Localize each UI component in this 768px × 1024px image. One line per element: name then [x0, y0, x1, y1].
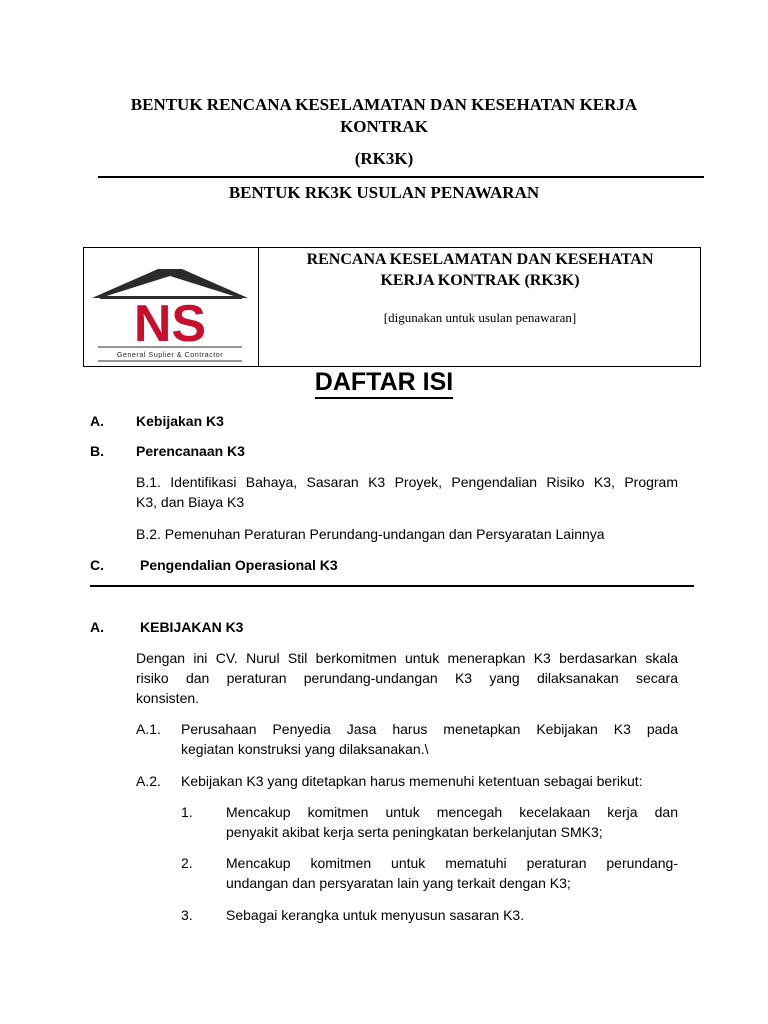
toc-item-letter: A. [90, 413, 104, 429]
clause-a1-line2: kegiatan konstruksi yang dilaksanakan.\ [181, 741, 429, 757]
section-intro-line2: risiko dan peraturan perundang-undangan K3 yang dilaksanakan secara [136, 670, 678, 686]
toc-item-label: Kebijakan K3 [136, 413, 224, 429]
clause-a1-line1: Perusahaan Penyedia Jasa harus menetapkan Kebijakan K3 pada [181, 721, 678, 737]
list-item-number: 1. [181, 804, 193, 820]
clause-a1 [181, 719, 678, 759]
toc-subitem-b1-line1: B.1. Identifikasi Bahaya, Sasaran K3 Proyek, Pengendalian Risiko K3, Program [136, 474, 678, 490]
box-title-line2: KERJA KONTRAK (RK3K) [380, 272, 580, 289]
document-title [0, 94, 768, 138]
logo-tagline: General Suplier & Contractor [116, 350, 224, 359]
list-item-line1: Mencakup komitmen untuk mematuhi peraturan perundang- [226, 855, 678, 871]
toc-subitem-b1-line2: K3, dan Biaya K3 [136, 494, 245, 510]
clause-number: A.2. [136, 773, 161, 789]
list-item [226, 905, 678, 925]
section-intro-line3: konsisten. [136, 690, 200, 706]
toc-item-letter: B. [90, 443, 104, 459]
box-title [260, 249, 700, 291]
logo-letters: NS [133, 295, 207, 353]
box-title-line1: RENCANA KESELAMATAN DAN KESEHATAN [306, 251, 654, 268]
section-letter: A. [90, 619, 104, 635]
list-item-line1: Mencakup komitmen untuk mencegah kecelakaan kerja dan [226, 804, 678, 820]
section-intro [136, 648, 678, 708]
document-subtitle: BENTUK RK3K USULAN PENAWARAN [228, 183, 540, 202]
company-logo [90, 264, 250, 364]
list-item [226, 802, 678, 842]
box-note: [digunakan untuk usulan penawaran] [383, 310, 577, 325]
clause-number: A.1. [136, 721, 161, 737]
clause-a2: Kebijakan K3 yang ditetapkan harus memenuhi ketentuan sebagai berikut: [181, 773, 643, 789]
document-abbreviation: (RK3K) [354, 149, 414, 168]
section-divider [90, 585, 694, 587]
box-divider [258, 248, 259, 366]
document-title-line1: BENTUK RENCANA KESELAMATAN DAN KESEHATAN KERJA [130, 95, 638, 114]
document-title-line2: KONTRAK [340, 117, 428, 136]
list-item-line2: undangan dan persyaratan lain yang terkait dengan K3; [226, 875, 571, 891]
list-item-line1: Sebagai kerangka untuk menyusun sasaran K3. [226, 907, 525, 923]
toc-heading-text: DAFTAR ISI [315, 368, 453, 399]
header-box [83, 247, 701, 367]
list-item-number: 2. [181, 855, 193, 871]
list-item-number: 3. [181, 907, 193, 923]
toc-item-letter: C. [90, 557, 104, 573]
toc-item-label: Pengendalian Operasional K3 [140, 557, 338, 573]
toc-item-label: Perencanaan K3 [136, 443, 245, 459]
list-item-line2: penyakit akibat kerja serta peningkatan berkelanjutan SMK3; [226, 824, 603, 840]
section-intro-line1: Dengan ini CV. Nurul Stil berkomitmen untuk menerapkan K3 berdasarkan skala [136, 650, 678, 666]
header-divider [98, 176, 704, 178]
toc-subitem-b1 [136, 472, 678, 512]
list-item [226, 853, 678, 893]
toc-heading [0, 368, 768, 397]
toc-subitem-b2: B.2. Pemenuhan Peraturan Perundang-undangan dan Persyaratan Lainnya [136, 526, 605, 542]
section-heading: KEBIJAKAN K3 [140, 619, 244, 635]
